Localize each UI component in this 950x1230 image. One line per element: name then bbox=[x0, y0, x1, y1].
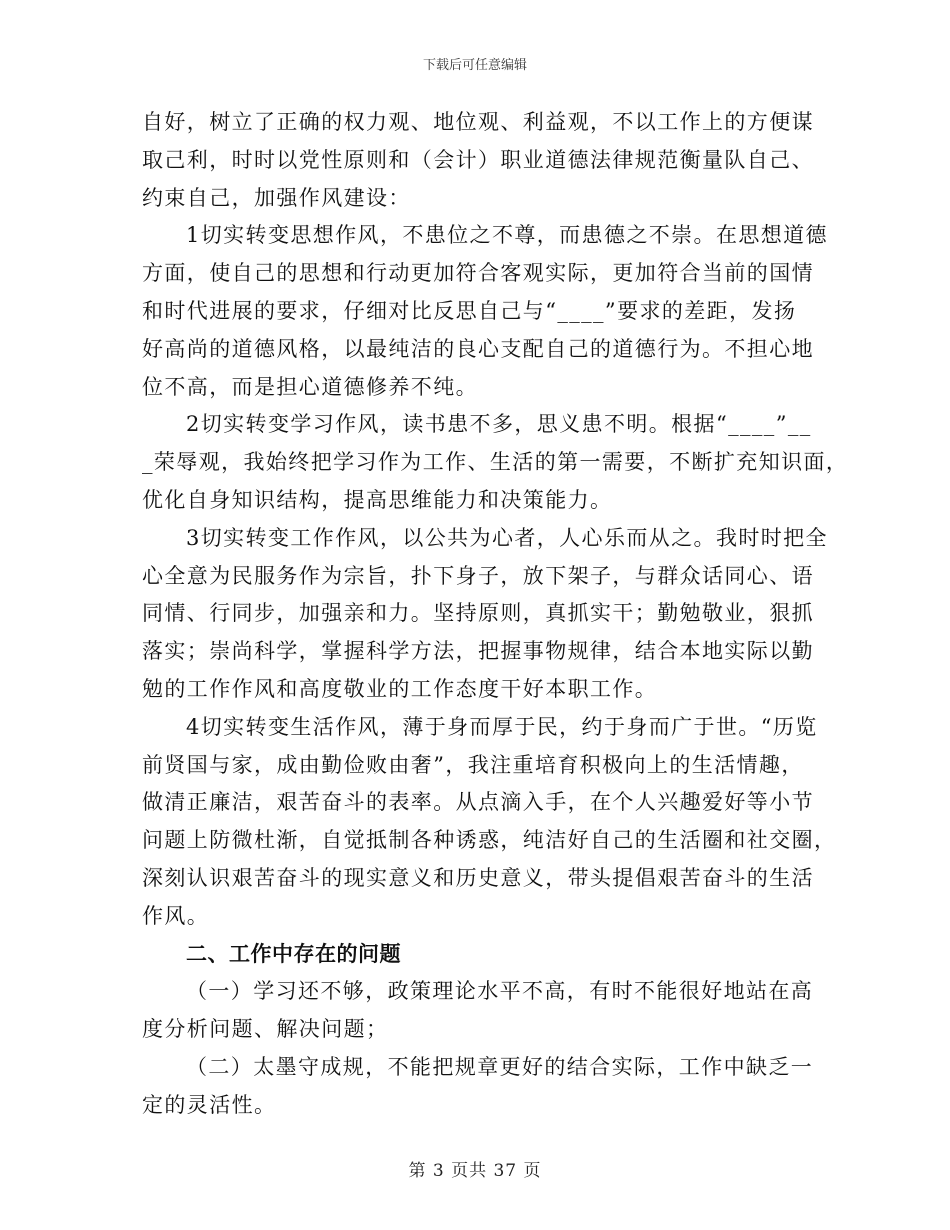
page-header: 下载后可任意编辑 bbox=[422, 58, 527, 73]
paragraph-line: 落实；崇尚科学，掌握科学方法，把握事物规律，结合本地实际以勤 bbox=[142, 639, 814, 664]
paragraph-line: 度分析问题、解决问题； bbox=[142, 1017, 389, 1042]
paragraph-line: _荣辱观，我始终把学习作为工作、生活的第一需要，不断扩充知识面， bbox=[142, 450, 849, 475]
paragraph-line: 3切实转变工作作风，以公共为心者，人心乐而从之。我时时把全 bbox=[186, 525, 828, 550]
paragraph-line: 同情、行同步，加强亲和力。坚持原则，真抓实干；勤勉敬业，狠抓 bbox=[142, 601, 814, 626]
document-body bbox=[142, 104, 849, 1125]
paragraph-line: 2切实转变学习作风，读书患不多，思义患不明。根据“____”__ bbox=[186, 412, 812, 437]
paragraph-line: 做清正廉洁，艰苦奋斗的表率。从点滴入手，在个人兴趣爱好等小节 bbox=[142, 790, 814, 815]
paragraph-line: 前贤国与家，成由勤俭败由奢”，我注重培育积极向上的生活情趣， bbox=[142, 752, 804, 777]
paragraph-line: 好高尚的道德风格，以最纯洁的良心支配自己的道德行为。不担心地 bbox=[142, 336, 814, 361]
paragraph-line: 取己利，时时以党性原则和（会计）职业道德法律规范衡量队自己、 bbox=[142, 147, 814, 172]
paragraph-line: 1切实转变思想作风，不患位之不尊，而患德之不崇。在思想道德 bbox=[186, 223, 828, 248]
paragraph-line: 勉的工作作风和高度敬业的工作态度干好本职工作。 bbox=[142, 676, 658, 701]
paragraph-line: 心全意为民服务作为宗旨，扑下身子，放下架子，与群众话同心、语 bbox=[142, 563, 814, 588]
paragraph-line: 问题上防微杜渐，自觉抵制各种诱惑，纯洁好自己的生活圈和社交圈， bbox=[142, 828, 837, 853]
paragraph-line: 定的灵活性。 bbox=[142, 1092, 277, 1117]
paragraph-line: 作风。 bbox=[142, 903, 210, 928]
paragraph-line: 方面，使自己的思想和行动更加符合客观实际，更加符合当前的国情 bbox=[142, 261, 814, 286]
page-number: 第 3 页共 37 页 bbox=[408, 1161, 542, 1181]
paragraph-line: （一）学习还不够，政策理论水平不高，有时不能很好地站在高 bbox=[186, 979, 814, 1004]
section-heading: 二、工作中存在的问题 bbox=[186, 941, 401, 966]
paragraph-line: 和时代进展的要求，仔细对比反思自己与“____”要求的差距，发扬 bbox=[142, 298, 797, 323]
paragraph-line: （二）太墨守成规，不能把规章更好的结合实际，工作中缺乏一 bbox=[186, 1054, 814, 1079]
paragraph-line: 自好，树立了正确的权力观、地位观、利益观，不以工作上的方便谋 bbox=[142, 110, 814, 134]
paragraph-line: 约束自己，加强作风建设： bbox=[142, 185, 411, 210]
paragraph-line: 深刻认识艰苦奋斗的现实意义和历史意义，带头提倡艰苦奋斗的生活 bbox=[142, 865, 814, 890]
paragraph-line: 4切实转变生活作风，薄于身而厚于民，约于身而广于世。“历览 bbox=[186, 714, 818, 739]
paragraph-line: 位不高，而是担心道德修养不纯。 bbox=[142, 374, 478, 399]
paragraph-line: 优化自身知识结构，提高思维能力和决策能力。 bbox=[142, 487, 613, 512]
